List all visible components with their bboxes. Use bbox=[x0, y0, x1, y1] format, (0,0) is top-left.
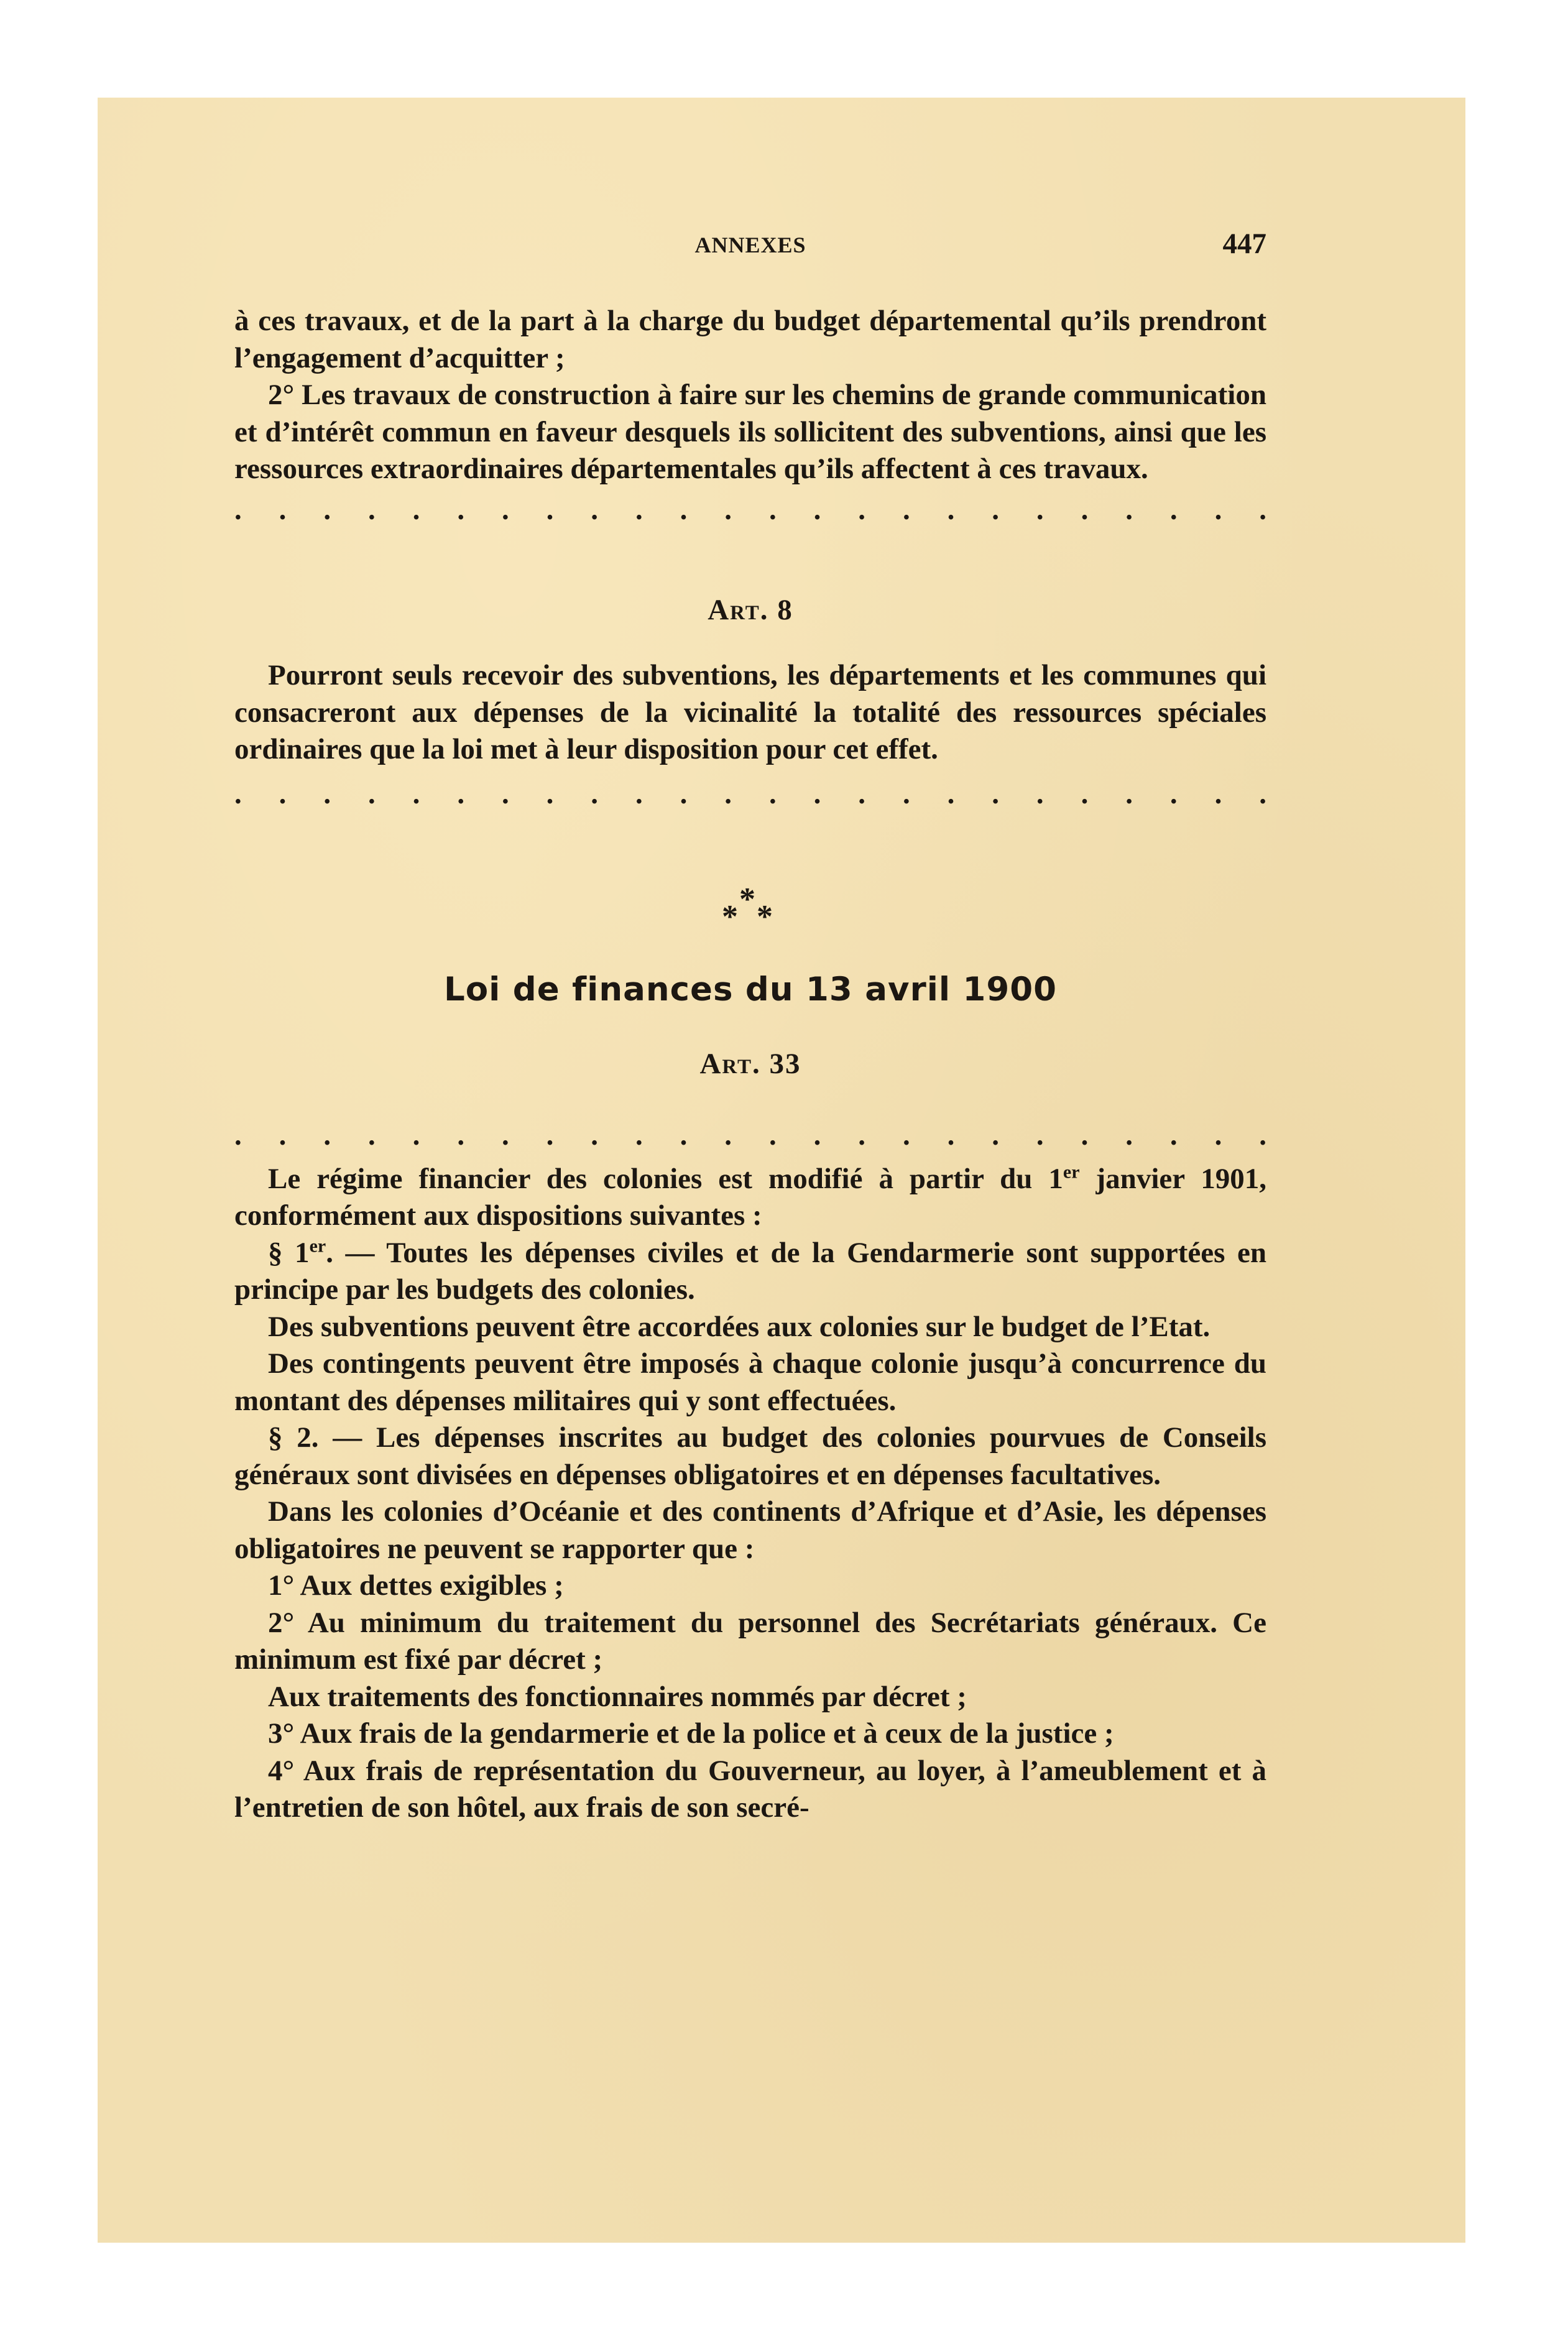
list-item-3: 3° Aux frais de la gendarmerie et de la police et à ceux de la justice ; bbox=[268, 1717, 1114, 1750]
paragraph-subventions: Des subventions peuvent être accordées aux colonies sur le budget de l’Etat. bbox=[268, 1310, 1211, 1343]
text-block-art33 bbox=[234, 1046, 1266, 1083]
text-block-top bbox=[234, 303, 1266, 528]
section-mark: § 1 bbox=[268, 1236, 310, 1269]
paragraph-section-2: § 2. — Les dépenses inscrites au budget des colonies pourvues de Conseils généraux sont divisées en dépenses obligatoires et en dépenses facultatives. bbox=[234, 1421, 1266, 1491]
paragraph-art8: Pourront seuls recevoir des subventions, les départements et les communes qui consacreront aux dépenses de la vicinalité la totalité des ressources spéciales ordinaires que la loi met à leur disposition pour cet effet. bbox=[234, 659, 1266, 765]
superscript-er: er bbox=[1063, 1161, 1080, 1182]
superscript-er: er bbox=[309, 1235, 326, 1256]
text-block-art8-body bbox=[234, 657, 1266, 813]
asterisk-left: * bbox=[722, 899, 738, 935]
list-item-4: 4° Aux frais de représentation du Gouverneur, au loyer, à l’ameublement et à l’entretien de son hôtel, aux frais de son secré- bbox=[234, 1754, 1266, 1824]
asterism-ornament bbox=[234, 881, 1266, 943]
law-title-block bbox=[234, 971, 1266, 1008]
asterisk-right: * bbox=[757, 899, 773, 935]
list-item-2b: Aux traitements des fonctionnaires nommés par décret ; bbox=[268, 1680, 967, 1713]
ellipsis-line: . . . . . . . . . . . . . . . . . . . . . . . . bbox=[234, 493, 1266, 526]
paragraph-colonies: Dans les colonies d’Océanie et des continents d’Afrique et d’Asie, les dépenses obligatoires ne peuvent se rapporter que : bbox=[234, 1495, 1266, 1565]
asterism-block bbox=[234, 881, 1266, 943]
text-block-law-body bbox=[234, 1117, 1266, 1827]
book-page bbox=[98, 98, 1465, 2243]
ellipsis-line: . . . . . . . . . . . . . . . . . . . . . . . . bbox=[234, 1119, 1266, 1151]
running-title: ANNEXES bbox=[694, 233, 806, 257]
article-heading-33: Art. 33 bbox=[699, 1048, 801, 1080]
text-block-art8 bbox=[234, 592, 1266, 629]
page-number: 447 bbox=[1222, 228, 1266, 260]
paragraph-contingents: Des contingents peuvent être imposés à chaque colonie jusqu’à concurrence du montant des dépenses militaires qui y sont effectuées. bbox=[234, 1347, 1266, 1417]
list-item-1: 1° Aux dettes exigibles ; bbox=[268, 1569, 564, 1602]
intro-text: Le régime financier des colonies est modifié à partir du 1 bbox=[268, 1162, 1063, 1195]
paragraph-continuation: à ces travaux, et de la part à la charge du budget départemental qu’ils prendront l’engagement d’acquitter ; bbox=[234, 305, 1266, 374]
ellipsis-line: . . . . . . . . . . . . . . . . . . . . . . . . bbox=[234, 777, 1266, 810]
section-1-text: . — Toutes les dépenses civiles et de la Gendarmerie sont supportées en principe par les budgets des colonies. bbox=[234, 1236, 1266, 1306]
paragraph-intro bbox=[234, 1161, 1266, 1235]
list-item-2: 2° Au minimum du traitement du personnel des Secrétariats généraux. Ce minimum est fixé par décret ; bbox=[234, 1606, 1266, 1676]
running-head bbox=[234, 227, 1266, 264]
article-heading-8: Art. 8 bbox=[708, 594, 793, 626]
intro-text-end: janvier 1901, conformément aux dispositions suivantes : bbox=[234, 1162, 1266, 1232]
paragraph-item-2: 2° Les travaux de construction à faire sur les chemins de grande communication et d’intérêt commun en faveur desquels ils sollicitent des subventions, ainsi que les ressources extraordinaires départementales qu’ils affectent à ces travaux. bbox=[234, 379, 1266, 485]
law-title: Loi de finances du 13 avril 1900 bbox=[443, 971, 1058, 1008]
asterisk-top: * bbox=[739, 882, 755, 917]
paragraph-section-1 bbox=[234, 1235, 1266, 1309]
